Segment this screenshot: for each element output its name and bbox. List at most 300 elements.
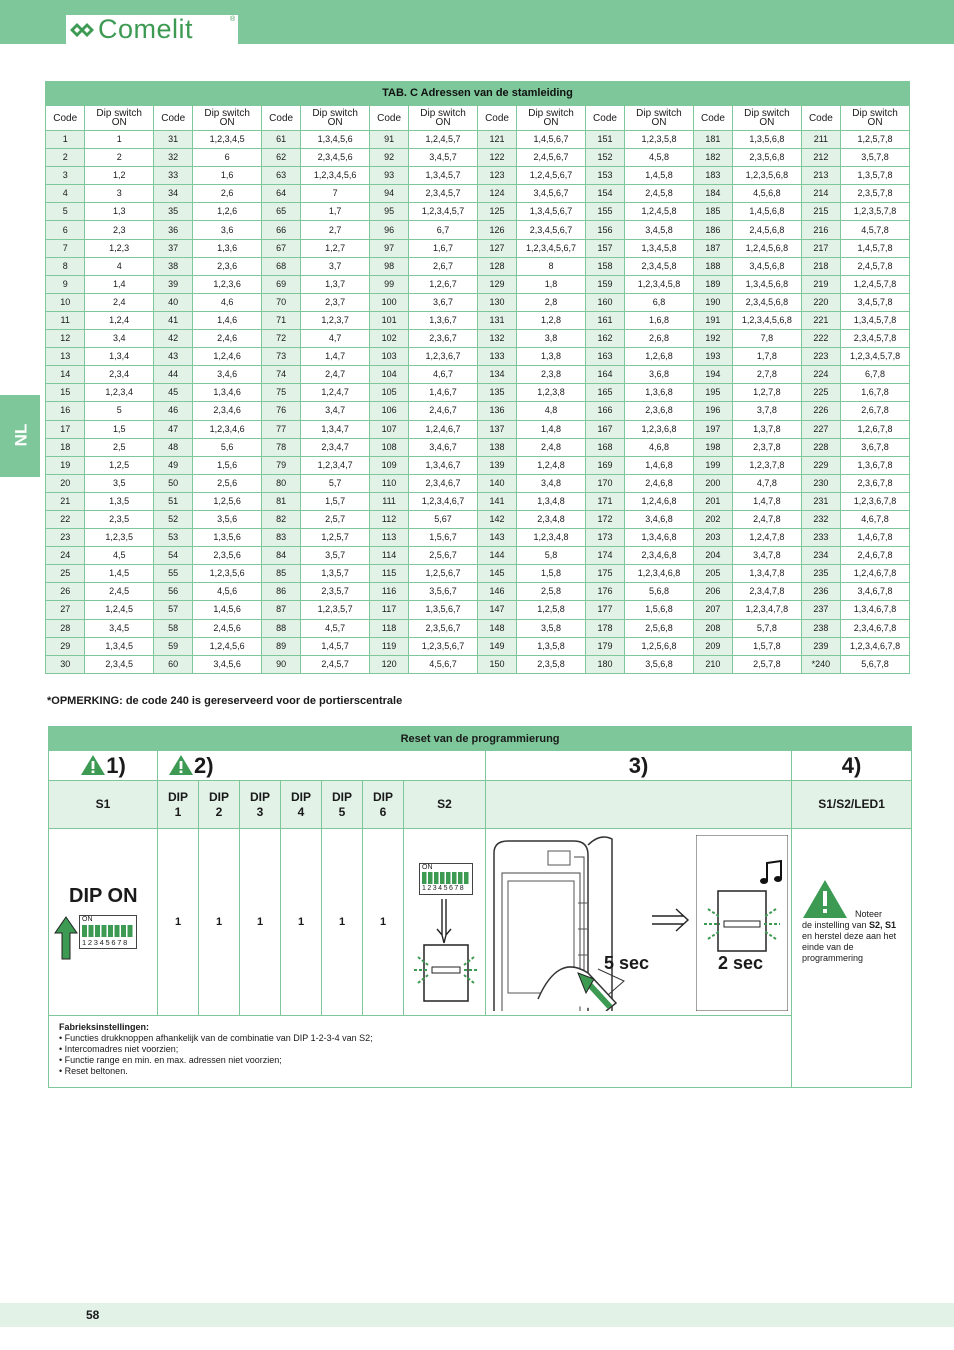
code-cell: 211 (801, 131, 840, 149)
code-cell: 9 (46, 275, 85, 293)
dip-cell: 1,2,6,7,8 (841, 420, 910, 438)
code-cell: *240 (801, 655, 840, 673)
code-cell: 69 (261, 275, 300, 293)
dip-cell: 1,2,3,5,7 (301, 601, 370, 619)
table-row (46, 149, 910, 167)
code-cell: 165 (585, 384, 624, 402)
code-cell: 145 (477, 565, 516, 583)
code-cell: 111 (369, 492, 408, 510)
dip-cell: 2,4,5 (85, 583, 154, 601)
dip-cell: 1,6 (193, 167, 262, 185)
code-cell: 156 (585, 221, 624, 239)
dip-cell: 2,3,7 (301, 293, 370, 311)
brand-name: Comelit (98, 14, 194, 44)
dip-cell: 1,6,8 (625, 311, 694, 329)
code-cell: 50 (153, 474, 192, 492)
code-cell: 37 (153, 239, 192, 257)
code-cell: 212 (801, 149, 840, 167)
dip-cell: 1,3,4,5 (85, 637, 154, 655)
step-2: 2) (158, 751, 486, 781)
table-row (46, 547, 910, 565)
wait-2-sec: 2 sec (718, 953, 764, 973)
dip-cell: 1,4,6,8 (625, 456, 694, 474)
header-s1-s2-led1: S1/S2/LED1 (792, 781, 912, 829)
code-cell: 10 (46, 293, 85, 311)
dip-cell: 1,3 (85, 203, 154, 221)
header-code: Code (693, 106, 732, 131)
dip-cell: 3,6,8 (625, 366, 694, 384)
dip-cell: 2,6 (193, 185, 262, 203)
dip-cell: 4,5,7 (301, 619, 370, 637)
code-cell: 131 (477, 311, 516, 329)
code-cell: 172 (585, 510, 624, 528)
code-cell: 75 (261, 384, 300, 402)
code-cell: 221 (801, 311, 840, 329)
dip-cell: 1,2,3,6 (193, 275, 262, 293)
table-row (46, 311, 910, 329)
code-cell: 84 (261, 547, 300, 565)
dip-cell: 2,8 (517, 293, 586, 311)
dip-cell: 1,2,4,5,8 (625, 203, 694, 221)
code-cell: 205 (693, 565, 732, 583)
dip-cell: 1,3,4,8 (517, 492, 586, 510)
table-row (46, 619, 910, 637)
dip-cell: 6,7 (409, 221, 478, 239)
dip-cell: 1,2,4,5,7 (409, 131, 478, 149)
dip-cell: 1,3,4,5,7,8 (841, 311, 910, 329)
dip-cell: 3,4,7,8 (733, 547, 802, 565)
code-cell: 170 (585, 474, 624, 492)
code-cell: 93 (369, 167, 408, 185)
code-cell: 104 (369, 366, 408, 384)
code-cell: 202 (693, 510, 732, 528)
dip-cell: 1,3,4,6,8 (625, 529, 694, 547)
dip-cell: 2,5,7,8 (733, 655, 802, 673)
dip-cell: 1,2,3,4,6,7 (409, 492, 478, 510)
dip-cell: 1,2,6 (193, 203, 262, 221)
dip-cell: 5,7 (301, 474, 370, 492)
dip-1-value: 1 (158, 829, 199, 1016)
code-cell: 66 (261, 221, 300, 239)
code-cell: 225 (801, 384, 840, 402)
code-cell: 73 (261, 348, 300, 366)
reserved-code-note: *OPMERKING: de code 240 is gereserveerd voor de portierscentrale (47, 695, 403, 707)
table-row (46, 384, 910, 402)
dip-cell: 1,2,3,5,7,8 (841, 203, 910, 221)
code-cell: 78 (261, 438, 300, 456)
code-cell: 57 (153, 601, 192, 619)
dip-cell: 1,2,5,6 (193, 492, 262, 510)
step-3: 3) (486, 751, 792, 781)
dip-cell: 1,2,3,6,8 (625, 420, 694, 438)
code-cell: 3 (46, 167, 85, 185)
address-table (45, 81, 910, 674)
code-cell: 100 (369, 293, 408, 311)
dip-cell: 1,4,5,8 (625, 167, 694, 185)
dip-cell: 3,5,6,8 (625, 655, 694, 673)
factory-setting-item: • Reset beltonen. (59, 1065, 128, 1076)
dip-cell: 1,2,4,5,6 (193, 637, 262, 655)
dip-cell: 2,4,7 (301, 366, 370, 384)
code-cell: 16 (46, 402, 85, 420)
dip-cell: 1,3,5,6,7 (409, 601, 478, 619)
step-1: 1) (49, 751, 158, 781)
led-flashing-icon (410, 943, 482, 1005)
dip-cell: 1,2,3,5 (85, 529, 154, 547)
code-cell: 74 (261, 366, 300, 384)
dip-cell: 1,3,4,6,7 (409, 456, 478, 474)
code-cell: 26 (46, 583, 85, 601)
dip-cell: 1,2,5,6,7 (409, 565, 478, 583)
table-row (46, 565, 910, 583)
dip-cell: 4,5 (85, 547, 154, 565)
code-cell: 112 (369, 510, 408, 528)
code-cell: 226 (801, 402, 840, 420)
dip-cell: 4,6,7 (409, 366, 478, 384)
code-cell: 86 (261, 583, 300, 601)
dip-cell: 1,2,3,4,5,6,7 (517, 239, 586, 257)
header-code: Code (261, 106, 300, 131)
code-cell: 196 (693, 402, 732, 420)
table-row (46, 366, 910, 384)
code-cell: 178 (585, 619, 624, 637)
dip-cell: 1,3,4,5,7 (409, 167, 478, 185)
dip-cell: 1,4,5,7,8 (841, 239, 910, 257)
dip-cell: 1,2,3,4,6,8 (625, 565, 694, 583)
dip-cell: 1,5,7,8 (733, 637, 802, 655)
dip-cell: 1,3,4,5,6 (301, 131, 370, 149)
dip-cell: 3,4,5,6 (193, 655, 262, 673)
code-cell: 1 (46, 131, 85, 149)
code-cell: 89 (261, 637, 300, 655)
header-s2: S2 (404, 781, 486, 829)
code-cell: 195 (693, 384, 732, 402)
code-cell: 36 (153, 221, 192, 239)
dip-cell: 1,2,3 (85, 239, 154, 257)
code-cell: 155 (585, 203, 624, 221)
registered-mark: ® (230, 16, 236, 23)
dip-cell: 1,3,5,6,8 (733, 131, 802, 149)
code-cell: 231 (801, 492, 840, 510)
dip-cell: 4 (85, 257, 154, 275)
code-cell: 38 (153, 257, 192, 275)
dip-cell: 1,2,5,7 (301, 529, 370, 547)
code-cell: 39 (153, 275, 192, 293)
code-cell: 107 (369, 420, 408, 438)
table-row (46, 474, 910, 492)
code-cell: 143 (477, 529, 516, 547)
code-cell: 27 (46, 601, 85, 619)
code-cell: 157 (585, 239, 624, 257)
code-cell: 191 (693, 311, 732, 329)
dip-cell: 2,6,8 (625, 330, 694, 348)
code-cell: 56 (153, 583, 192, 601)
dip-cell: 1,4,8 (517, 420, 586, 438)
header-step3 (486, 781, 792, 829)
dip-cell: 1,3,4,6,7,8 (841, 601, 910, 619)
code-cell: 229 (801, 456, 840, 474)
code-cell: 199 (693, 456, 732, 474)
dip-cell: 2,3,6,8 (625, 402, 694, 420)
code-cell: 210 (693, 655, 732, 673)
dip-cell: 1,2,3,7,8 (733, 456, 802, 474)
dip-cell: 4,5,8 (625, 149, 694, 167)
s1-dip-switch: ON 12345678 (79, 915, 137, 949)
code-cell: 206 (693, 583, 732, 601)
dip-cell: 1,2,3,4,5,6 (301, 167, 370, 185)
step4-note: Noteer (854, 909, 882, 919)
code-cell: 222 (801, 330, 840, 348)
dip-cell: 1,2,4,6,7 (409, 420, 478, 438)
code-cell: 138 (477, 438, 516, 456)
code-cell: 31 (153, 131, 192, 149)
table-row (46, 402, 910, 420)
factory-setting-item: • Functie range en min. en max. adressen niet voorzien; (59, 1054, 282, 1065)
table-row (46, 348, 910, 366)
code-cell: 218 (801, 257, 840, 275)
dip-cell: 1,2,3,5,6,7 (409, 637, 478, 655)
dip-cell: 1,2,6,7 (409, 275, 478, 293)
dip-cell: 2,3,5,6,7 (409, 619, 478, 637)
dip-cell: 2,4,8 (517, 438, 586, 456)
code-cell: 48 (153, 438, 192, 456)
dip-cell: 2,5,6 (193, 474, 262, 492)
code-cell: 204 (693, 547, 732, 565)
dip-cell: 3,6,7 (409, 293, 478, 311)
dip-cell: 2,6,7,8 (841, 402, 910, 420)
code-cell: 141 (477, 492, 516, 510)
dip-cell: 2,3,8 (517, 366, 586, 384)
table-row (46, 655, 910, 673)
dip-cell: 1,2 (85, 167, 154, 185)
code-cell: 164 (585, 366, 624, 384)
dip-cell: 3,5,6,7 (409, 583, 478, 601)
dip-cell: 7 (301, 185, 370, 203)
code-cell: 237 (801, 601, 840, 619)
dip-cell: 2,3,5 (85, 510, 154, 528)
code-cell: 133 (477, 348, 516, 366)
code-cell: 79 (261, 456, 300, 474)
table-row (46, 275, 910, 293)
dip-cell: 2,3,4,5,8 (625, 257, 694, 275)
dip-cell: 4,6,8 (625, 438, 694, 456)
dip-cell: 1,2,8 (517, 311, 586, 329)
header-dip-switch: Dip switch ON (625, 106, 694, 131)
code-cell: 122 (477, 149, 516, 167)
warning-icon (80, 754, 106, 776)
dip-cell: 3,4 (85, 330, 154, 348)
code-cell: 139 (477, 456, 516, 474)
code-cell: 34 (153, 185, 192, 203)
code-cell: 238 (801, 619, 840, 637)
table-row (46, 221, 910, 239)
header-code: Code (801, 106, 840, 131)
code-cell: 87 (261, 601, 300, 619)
dip-cell: 1,6,7,8 (841, 384, 910, 402)
dip-cell: 2,3,5,8 (517, 655, 586, 673)
code-cell: 175 (585, 565, 624, 583)
dip-cell: 1,2,3,4,5,8 (625, 275, 694, 293)
dip-cell: 2,3,4,5,6,8 (733, 293, 802, 311)
header-s1: S1 (49, 781, 158, 829)
dip-cell: 2,3,4,6,8 (625, 547, 694, 565)
dip-cell: 2,3,4,6,7,8 (841, 619, 910, 637)
table-row (46, 167, 910, 185)
dip-cell: 1,2,3,4,7,8 (733, 601, 802, 619)
code-cell: 117 (369, 601, 408, 619)
dip-cell: 2,3,6,7 (409, 330, 478, 348)
code-cell: 67 (261, 239, 300, 257)
dip-6-value: 1 (363, 829, 404, 1016)
dip-cell: 3,4,5,7 (409, 149, 478, 167)
dip-cell: 3,7 (301, 257, 370, 275)
table-row (46, 185, 910, 203)
dip-cell: 1,2,3,5,8 (625, 131, 694, 149)
code-cell: 85 (261, 565, 300, 583)
code-cell: 33 (153, 167, 192, 185)
code-cell: 142 (477, 510, 516, 528)
code-cell: 167 (585, 420, 624, 438)
code-cell: 214 (801, 185, 840, 203)
dip-cell: 3,4,5,8 (625, 221, 694, 239)
dip-cell: 3,4,5 (85, 619, 154, 637)
dip-cell: 1,3,4,5,6,7 (517, 203, 586, 221)
dip-cell: 2,3 (85, 221, 154, 239)
dip-cell: 3,4,6,7 (409, 438, 478, 456)
dip-cell: 3,8 (517, 330, 586, 348)
dip-cell: 1,2,3,4,6,7,8 (841, 637, 910, 655)
code-cell: 28 (46, 619, 85, 637)
code-cell: 123 (477, 167, 516, 185)
arrow-down-icon (434, 899, 454, 945)
table-row (46, 330, 910, 348)
header-dip-5: DIP 5 (322, 781, 363, 829)
code-cell: 171 (585, 492, 624, 510)
code-cell: 116 (369, 583, 408, 601)
dip-cell: 1,2,4,8 (517, 456, 586, 474)
code-cell: 108 (369, 438, 408, 456)
dip-cell: 4,6 (193, 293, 262, 311)
dip-cell: 2,4,5,7 (301, 655, 370, 673)
dip-cell: 1,4,5 (85, 565, 154, 583)
dip-cell: 1,2,3,4,5,7 (409, 203, 478, 221)
code-cell: 59 (153, 637, 192, 655)
code-cell: 96 (369, 221, 408, 239)
code-cell: 22 (46, 510, 85, 528)
dip-cell: 5,8 (517, 547, 586, 565)
code-cell: 173 (585, 529, 624, 547)
dip-cell: 3,5,7,8 (841, 149, 910, 167)
code-cell: 220 (801, 293, 840, 311)
dip-cell: 1,4,6 (193, 311, 262, 329)
dip-cell: 3,5,6 (193, 510, 262, 528)
code-cell: 121 (477, 131, 516, 149)
dip-cell: 4,7,8 (733, 474, 802, 492)
code-cell: 82 (261, 510, 300, 528)
code-cell: 223 (801, 348, 840, 366)
dip-cell: 2,5 (85, 438, 154, 456)
code-cell: 236 (801, 583, 840, 601)
header-dip-1: DIP 1 (158, 781, 199, 829)
code-cell: 182 (693, 149, 732, 167)
factory-settings: Fabrieksinstellingen: • Functies drukknoppen afhankelijk van de combinatie van DIP 1-2-3-4 van S2; • Intercomadres niet voorzien; • Functie range en min. en max. adressen niet voorzien; • Reset beltonen. (49, 1015, 792, 1087)
dip-cell: 3,4,7 (301, 402, 370, 420)
dip-cell: 1,3,5 (85, 492, 154, 510)
code-cell: 51 (153, 492, 192, 510)
dip-cell: 3,6 (193, 221, 262, 239)
step-4: 4) (792, 751, 912, 781)
dip-cell: 6,7,8 (841, 366, 910, 384)
code-cell: 137 (477, 420, 516, 438)
dip-on-label: DIP ON (69, 885, 138, 907)
code-cell: 162 (585, 330, 624, 348)
code-cell: 130 (477, 293, 516, 311)
table-row (46, 257, 910, 275)
table-row (46, 492, 910, 510)
code-cell: 168 (585, 438, 624, 456)
dip-cell: 3 (85, 185, 154, 203)
code-cell: 234 (801, 547, 840, 565)
code-cell: 215 (801, 203, 840, 221)
arrow-up-icon (52, 915, 80, 961)
header-bar (0, 0, 954, 44)
code-cell: 81 (261, 492, 300, 510)
code-cell: 144 (477, 547, 516, 565)
code-cell: 53 (153, 529, 192, 547)
code-cell: 233 (801, 529, 840, 547)
dip-cell: 2,5,6,8 (625, 619, 694, 637)
comelit-logo (66, 15, 238, 45)
code-cell: 35 (153, 203, 192, 221)
dip-cell: 1,3,4,5,6,8 (733, 275, 802, 293)
code-cell: 102 (369, 330, 408, 348)
led-2sec-illustration (696, 835, 788, 1011)
dip-cell: 1,4 (85, 275, 154, 293)
dip-cell: 1,3,7,8 (733, 420, 802, 438)
code-cell: 235 (801, 565, 840, 583)
dip-cell: 2,3,6,7,8 (841, 474, 910, 492)
header-dip-3: DIP 3 (240, 781, 281, 829)
table-row (46, 239, 910, 257)
dip-cell: 1,3,4,7 (301, 420, 370, 438)
code-cell: 54 (153, 547, 192, 565)
dip-cell: 1,3,5,7,8 (841, 167, 910, 185)
code-cell: 83 (261, 529, 300, 547)
code-cell: 68 (261, 257, 300, 275)
header-dip-4: DIP 4 (281, 781, 322, 829)
dip-cell: 3,4,6,7,8 (841, 583, 910, 601)
dip-cell: 1,3,5,8 (517, 637, 586, 655)
code-cell: 71 (261, 311, 300, 329)
dip-cell: 1,4,7 (301, 348, 370, 366)
dip-cell: 2,3,4,6 (193, 402, 262, 420)
header-dip-switch: Dip switch ON (301, 106, 370, 131)
warning-icon (168, 754, 194, 776)
dip-cell: 2,7,8 (733, 366, 802, 384)
dip-cell: 4,5,6 (193, 583, 262, 601)
code-cell: 176 (585, 583, 624, 601)
dip-cell: 1,3,4,5,8 (625, 239, 694, 257)
code-cell: 41 (153, 311, 192, 329)
dip-cell: 1,2,3,4,6 (193, 420, 262, 438)
code-cell: 45 (153, 384, 192, 402)
code-cell: 49 (153, 456, 192, 474)
code-cell: 24 (46, 547, 85, 565)
code-cell: 65 (261, 203, 300, 221)
dip-cell: 1 (85, 131, 154, 149)
code-cell: 189 (693, 275, 732, 293)
dip-cell: 1,2,3,4,5,6,8 (733, 311, 802, 329)
